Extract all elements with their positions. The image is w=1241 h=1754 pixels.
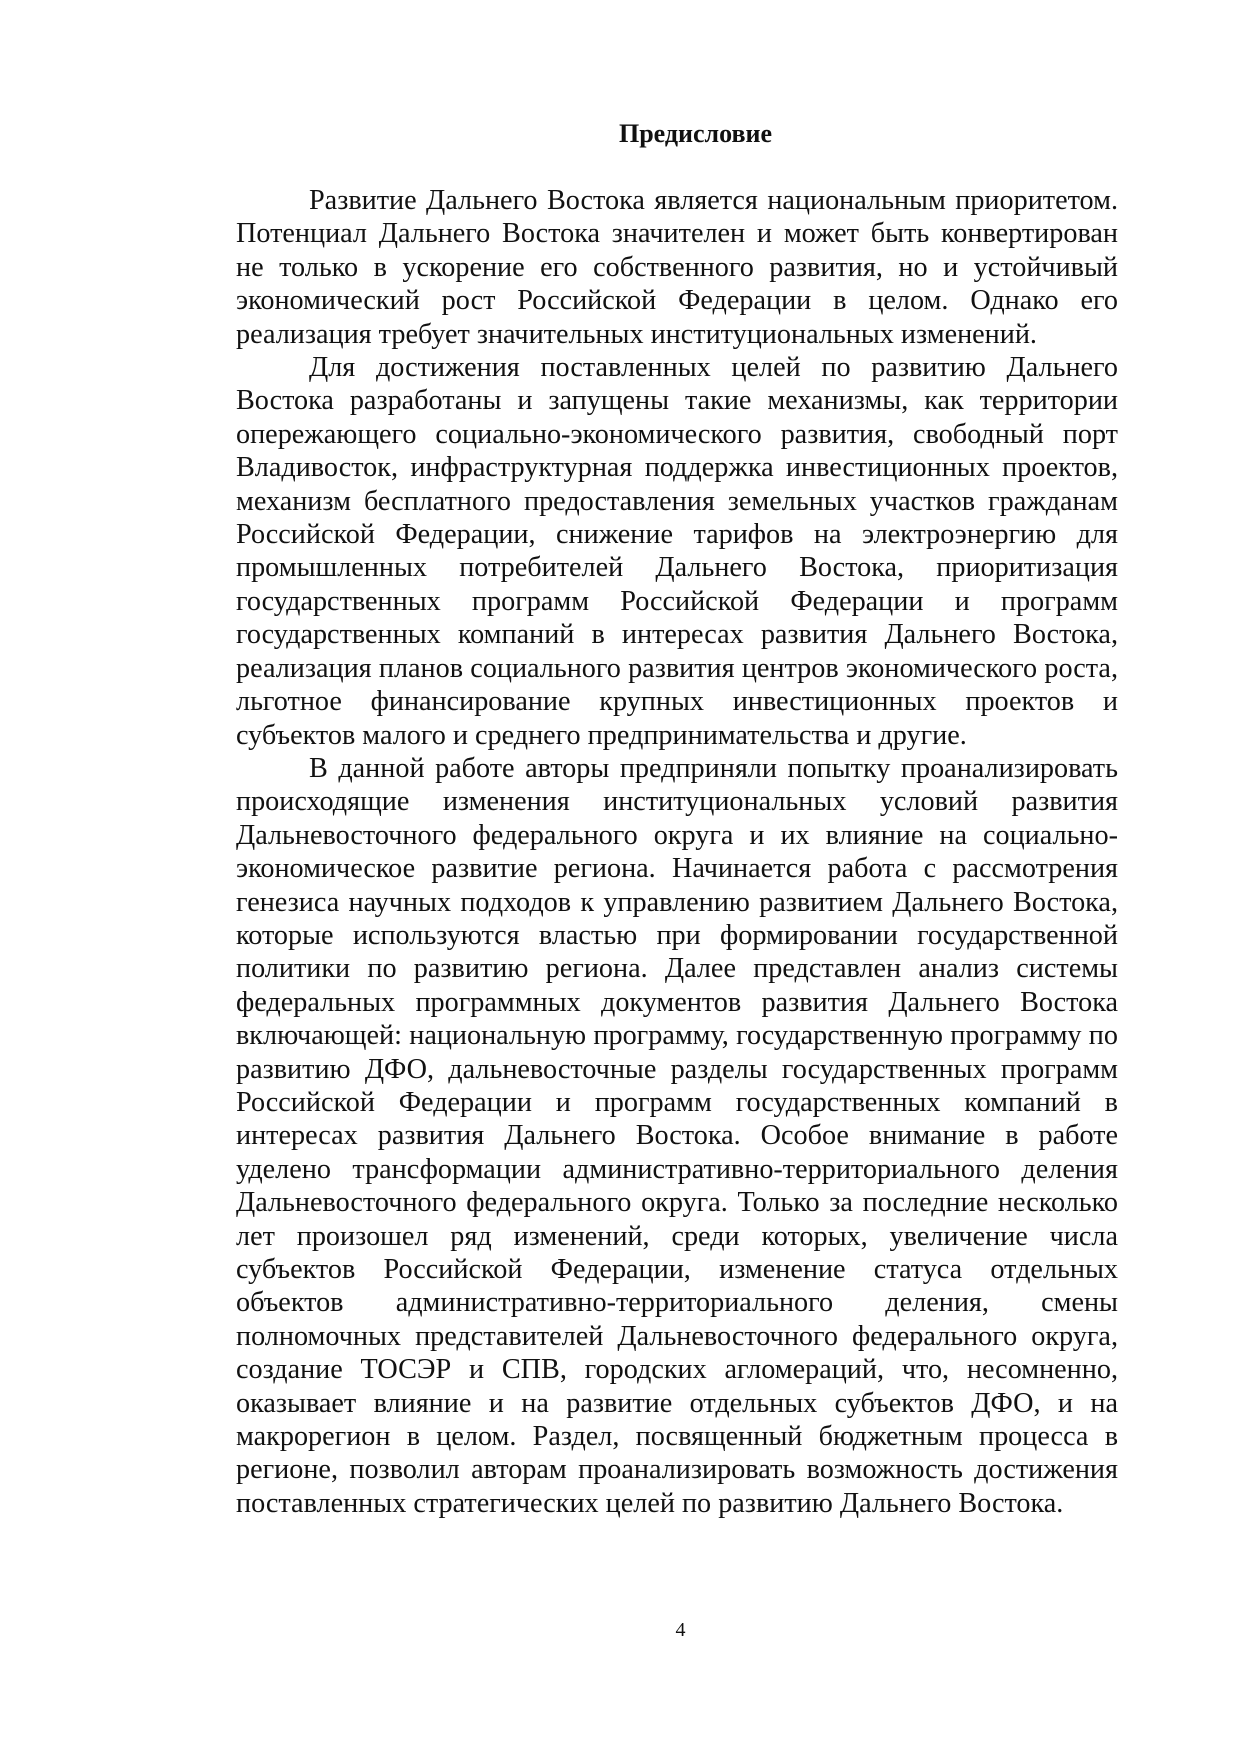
body-text [236, 184, 1118, 1520]
page-title: Предисловие [618, 119, 773, 148]
paragraph-3: В данной работе авторы предприняли попытку проанализировать происходящие изменения институциональных условий развития Дальневосточного федерального округа и их влияние на социально-экономическое развитие региона. Начинается работа с рассмотрения генезиса научных подходов к управлению развитием Дальнего Востока, которые используются властью при формировании государственной политики по развитию региона. Далее представлен анализ системы федеральных программных документов развития Дальнего Востока включающей: национальную программу, государственную программу по развитию ДФО, дальневосточные разделы государственных программ Российской Федерации и программ государственных компаний в интересах развития Дальнего Востока. Особое внимание в работе уделено трансформации административно-территориального деления Дальневосточного федерального округа. Только за последние несколько лет произошел ряд изменений, среди которых, увеличение числа субъектов Российской Федерации, изменение статуса отдельных объектов административно-территориального деления, смены полномочных представителей Дальневосточного федерального округа, создание ТОСЭР и СПВ, городских агломераций, что, несомненно, оказывает влияние и на развитие отдельных субъектов ДФО, и на макрорегион в целом. Раздел, посвященный бюджетным процесса в регионе, позволил авторам проанализировать возможность достижения поставленных стратегических целей по развитию Дальнего Востока. [236, 752, 1118, 1519]
paragraph-1: Развитие Дальнего Востока является национальным приоритетом. Потенциал Дальнего Востока значителен и может быть конвертирован не только в ускорение его собственного развития, но и устойчивый экономический рост Российской Федерации в целом. Однако его реализация требует значительных институциональных изменений. [236, 185, 1118, 350]
page-number: 4 [675, 1619, 686, 1641]
paragraph-2: Для достижения поставленных целей по развитию Дальнего Востока разработаны и запущены такие механизмы, как территории опережающего социально-экономического развития, свободный порт Владивосток, инфраструктурная поддержка инвестиционных проектов, механизм бесплатного предоставления земельных участков гражданам Российской Федерации, снижение тарифов на электроэнергию для промышленных потребителей Дальнего Востока, приоритизация государственных программ Российской Федерации и программ государственных компаний в интересах развития Дальнего Востока, реализация планов социального развития центров экономического роста, льготное финансирование крупных инвестиционных проектов и субъектов малого и среднего предпринимательства и другие. [236, 352, 1118, 751]
